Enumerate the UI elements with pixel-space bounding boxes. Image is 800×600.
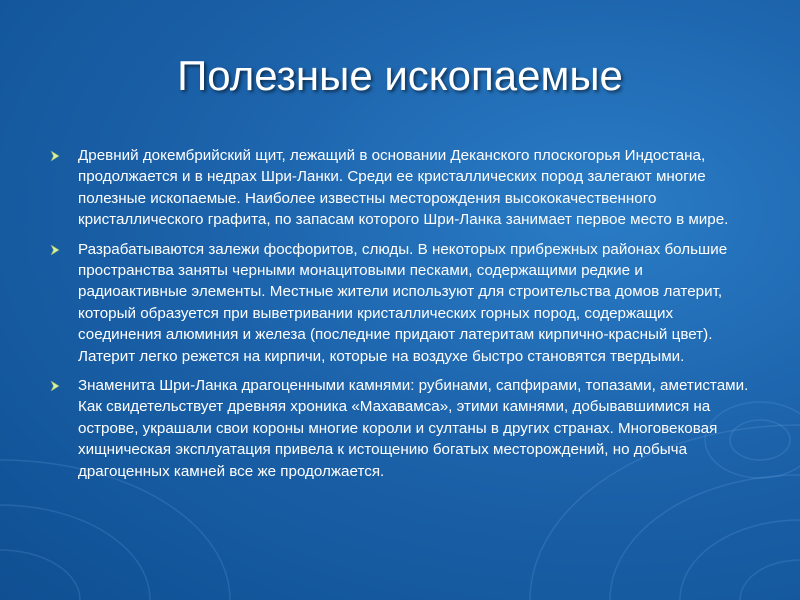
bullet-text: Разрабатываются залежи фосфоритов, слюды. В некоторых прибрежных районах большие пространства заняты черными монацитовыми песками, содержащими редкие и радиоактивные элементы. Местные жители используют для строительства домов латерит, который образуется при выветривании кристаллических горных пород, содержащих соединения алюминия и железа (последние придают латеритам кирпично-красный цвет). Латерит легко режется на кирпичи, которые на воздухе быстро становятся твердыми. [78, 240, 728, 365]
bullet-text: Древний докембрийский щит, лежащий в основании Деканского плоскогорья Индостана, продолжается и в недрах Шри-Ланки. Среди ее кристаллических пород залегают многие полезные ископаемые. Наиболее известны месторождения высококачественного кристаллического графита, по запасам которого Шри-Ланка занимает первое место в мире. [78, 147, 729, 229]
list-item [50, 145, 750, 231]
slide-title: Полезные ископаемые [177, 52, 623, 99]
arrow-bullet-icon [50, 381, 60, 391]
bullet-list [50, 145, 750, 490]
arrow-bullet-icon [50, 245, 60, 255]
bullet-text: Знаменита Шри-Ланка драгоценными камнями: рубинами, сапфирами, топазами, аметистами. Как свидетельствует древняя хроника «Махавамса», этими камнями, добывавшимися на острове, украшали свои короны многие короли и султаны в других странах. Многовековая хищническая эксплуатация привела к истощению богатых месторождений, но добыча драгоценных камней все же продолжается. [78, 377, 749, 480]
arrow-bullet-icon [50, 151, 60, 161]
list-item [50, 375, 750, 482]
list-item [50, 239, 750, 367]
